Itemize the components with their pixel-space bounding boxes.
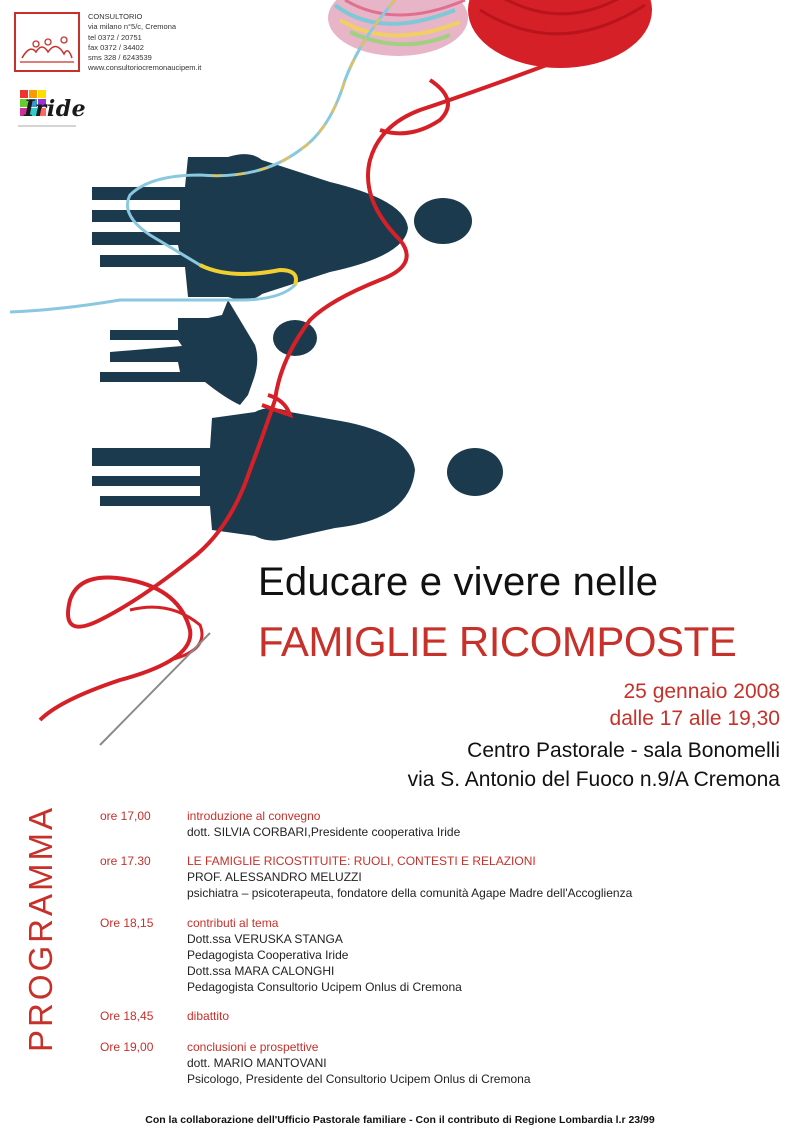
program-detail: Psicologo, Presidente del Consultorio Ucipem Onlus di Cremona: [187, 1072, 531, 1086]
multicolor-yarn-ball: [328, 0, 468, 56]
event-venue: Centro Pastorale - sala Bonomelli: [467, 739, 780, 762]
program-time: Ore 18,45: [100, 1009, 154, 1023]
program-time: Ore 19,00: [100, 1040, 154, 1054]
program-time: ore 17.30: [100, 854, 151, 868]
program-heading: conclusioni e prospettive: [187, 1040, 319, 1054]
program-detail: Dott.ssa VERUSKA STANGA: [187, 932, 343, 946]
needle: [100, 633, 210, 745]
footer-credits: Con la collaborazione dell'Ufficio Pastorale familiare - Con il contributo di Regione Lombardia l.r 23/99: [145, 1114, 655, 1126]
program-heading: LE FAMIGLIE RICOSTITUITE: RUOLI, CONTESTI E RELAZIONI: [187, 854, 536, 868]
event-date-block: [610, 678, 780, 732]
event-address: via S. Antonio del Fuoco n.9/A Cremona: [407, 768, 780, 791]
program-detail: Dott.ssa MARA CALONGHI: [187, 964, 335, 978]
org-sms: sms 328 / 6243539: [88, 53, 152, 63]
red-yarn-ball: [468, 0, 652, 68]
program-time: ore 17,00: [100, 809, 151, 823]
program-heading: contributi al tema: [187, 916, 279, 930]
event-time: dalle 17 alle 19,30: [609, 707, 780, 730]
adult-figure-top: [92, 154, 472, 300]
consultorio-logo: [14, 12, 80, 72]
event-date: 25 gennaio 2008: [623, 680, 780, 703]
program-detail: Pedagogista Consultorio Ucipem Onlus di Cremona: [187, 980, 462, 994]
adult-figure-bottom: [92, 408, 503, 541]
child-figure: [93, 300, 317, 405]
program-detail: PROF. ALESSANDRO MELUZZI: [187, 870, 362, 884]
program-detail: dott. MARIO MANTOVANI: [187, 1056, 327, 1070]
org-phone: tel 0372 / 20751: [88, 32, 142, 42]
org-website: www.consultoriocremonaucipem.it: [88, 63, 202, 73]
program-heading: dibattito: [187, 1009, 230, 1023]
programma-label: PROGRAMMA: [22, 804, 59, 1052]
program-detail: Pedagogista Cooperativa Iride: [187, 948, 349, 962]
org-name: CONSULTORIO: [88, 12, 143, 21]
iride-logo: [14, 86, 87, 132]
program-detail: dott. SILVIA CORBARI,Presidente cooperativa Iride: [187, 825, 461, 839]
iride-logo-text: Iride: [24, 96, 87, 122]
event-venue-block: [408, 736, 780, 794]
program-time: Ore 18,15: [100, 916, 154, 930]
org-fax: fax 0372 / 34402: [88, 42, 144, 52]
program-detail: psichiatra – psicoterapeuta, fondatore della comunità Agape Madre dell'Accoglienza: [187, 886, 633, 900]
title-line-2: FAMIGLIE RICOMPOSTE: [258, 618, 737, 665]
family-logo-icon: [16, 14, 78, 70]
title-line-1: Educare e vivere nelle: [258, 560, 659, 604]
org-address: via milano n°5/c, Cremona: [88, 22, 177, 32]
program-heading: introduzione al convegno: [187, 809, 321, 823]
consultorio-contact-info: [88, 12, 201, 74]
